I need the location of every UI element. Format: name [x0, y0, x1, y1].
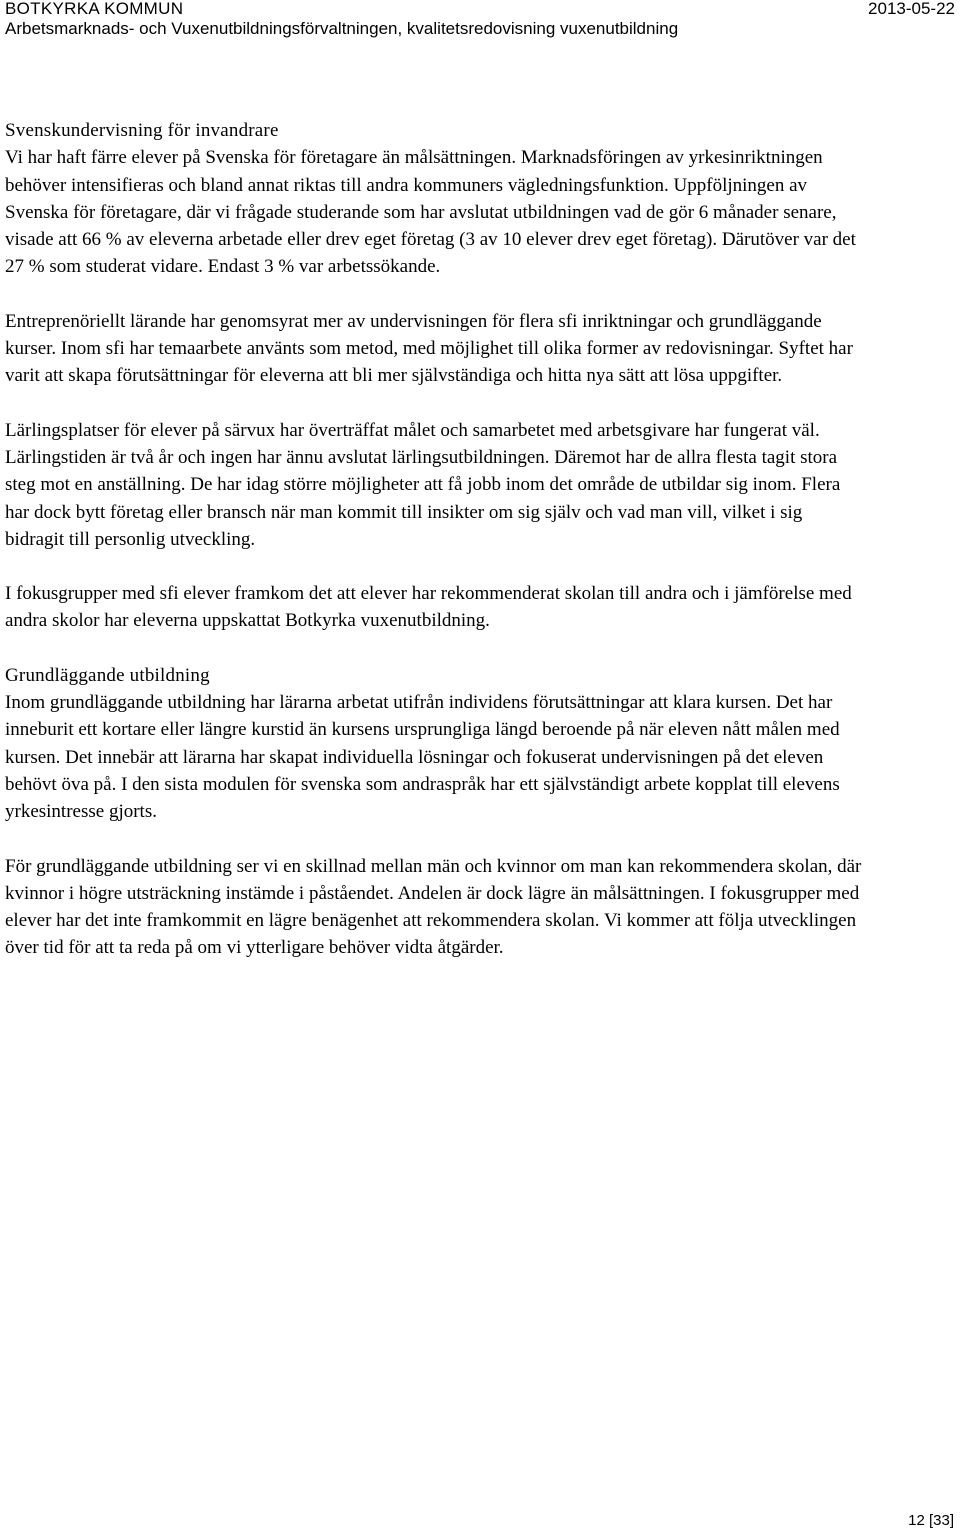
grund-section-intro [5, 662, 865, 826]
sfi-section-intro [5, 117, 865, 281]
document-subtitle: Arbetsmarknads- och Vuxenutbildningsförvaltningen, kvalitetsredovisning vuxenutbildning [5, 19, 679, 38]
organization-name: BOTKYRKA KOMMUN [5, 0, 184, 18]
document-date: 2013-05-22 [868, 0, 955, 18]
paragraph: I fokusgrupper med sfi elever framkom det att elever har rekommenderat skolan till andra och i jämförelse med andra skolor har eleverna uppskattat Botkyrka vuxenutbildning. [5, 583, 852, 632]
paragraph: För grundläggande utbildning ser vi en skillnad mellan män och kvinnor om man kan rekommendera skolan, där kvinnor i högre utsträckning instämde i påståendet. Andelen är dock lägre än målsättningen. I fokusgrupper med elever har det inte framkommit en lägre benägenhet att rekommendera skolan. Vi kommer att följa utvecklingen över tid för att ta reda på om vi ytterligare behöver vidta åtgärder. [5, 855, 862, 959]
page-number: 12 [33] [908, 1512, 954, 1529]
document-body [5, 117, 865, 989]
section-heading-sfi: Svenskundervisning för invandrare [5, 120, 279, 141]
paragraph: Inom grundläggande utbildning har lärarna arbetat utifrån individens förutsättningar att klara kursen. Det har inneburit ett kortare eller längre kurstid än kursens ursprungliga längd beroende på när eleven nått målen med kursen. Det innebär att lärarna har skapat individuella lösningar och fokuserat undervisningen på det eleven behövt öva på. I den sista modulen för svenska som andraspråk har ett självständigt arbete kopplat till elevens yrkesintresse gjorts. [5, 692, 840, 823]
paragraph: Lärlingsplatser för elever på särvux har överträffat målet och samarbetet med arbetsgivare har fungerat väl. Lärlingstiden är två år och ingen har ännu avslutat lärlingsutbildningen. Däremot har de allra flesta tagit stora steg mot en anställning. De har idag större möjligheter att få jobb inom det område de utbildar sig inom. Flera har dock bytt företag eller bransch när man kommit till insikter om sig själv och vad man vill, vilket i sig bidragit till personlig utveckling. [5, 419, 841, 550]
paragraph: Entreprenöriellt lärande har genomsyrat mer av undervisningen för flera sfi inriktningar och grundläggande kurser. Inom sfi har temaarbete använts som metod, med möjlighet till olika former av redovisningar. Syftet har varit att skapa förutsättningar för eleverna att bli mer självständiga och hitta nya sätt att lösa uppgifter. [5, 310, 853, 387]
section-heading-grundlaggande: Grundläggande utbildning [5, 664, 210, 686]
paragraph: Vi har haft färre elever på Svenska för företagare än målsättningen. Marknadsföringen av yrkesinriktningen behöver intensifieras och bland annat riktas till andra kommuners vägledningsfunktion. Uppföljningen av Svenska för företagare, där vi frågade studerande som har avslutat utbildningen vad de gör 6 månader senare, visade att 66 % av eleverna arbetade eller drev eget företag (3 av 10 elever drev eget företag). Därutöver var det 27 % som studerat vidare. Endast 3 % var arbetssökande. [5, 147, 856, 278]
